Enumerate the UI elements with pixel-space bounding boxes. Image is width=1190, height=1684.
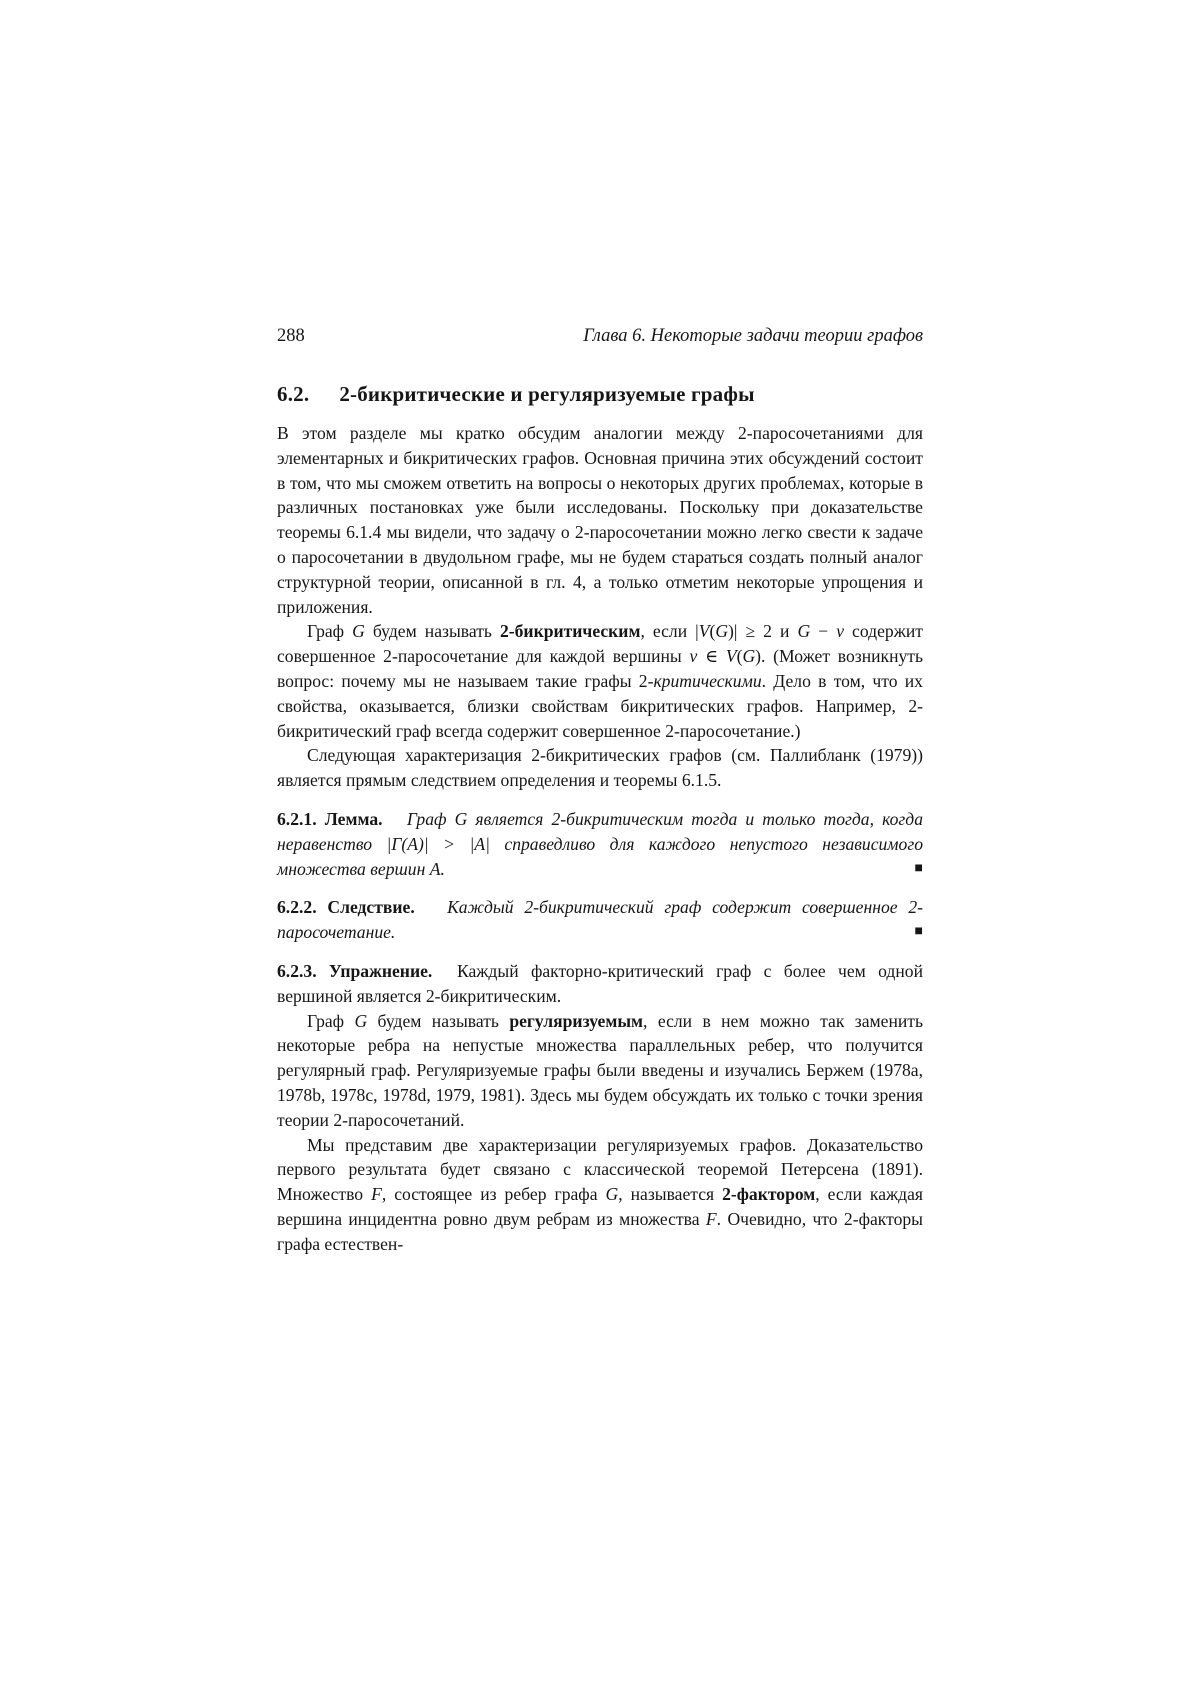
body-text	[277, 421, 923, 1257]
math-var: v	[836, 621, 845, 642]
math-var: G	[352, 621, 365, 642]
definition-bicritical-paragraph	[277, 619, 923, 743]
math-var: v	[689, 646, 698, 667]
intro-paragraph: В этом разделе мы кратко обсудим аналогии между 2-паросочетаниями для элементарных и бикритических графов. Основная причина этих обсуждений состоит в том, что мы сможем ответить на вопросы о некоторых других проблемах, которые в различных постановках уже были исследованы. Поскольку при доказательстве теоремы 6.1.4 мы видели, что задачу о 2-паросочетании можно легко свести к задаче о паросочетании в двудольном графе, мы не будем стараться создать полный аналог структурной теории, описанной в гл. 4, а только отметим некоторые упрощения и приложения.	[277, 423, 923, 617]
text-run: (	[709, 621, 716, 642]
text-run: Граф	[307, 1010, 355, 1031]
math-var: V	[698, 621, 710, 642]
lemma-label: 6.2.1. Лемма.	[277, 808, 383, 829]
math-var: F	[705, 1208, 717, 1229]
exercise-block	[277, 959, 923, 1009]
characterization-paragraph: Следующая характеризация 2-бикритических графов (см. Паллибланк (1979)) является прямым следствием определения и теоремы 6.1.5.	[277, 745, 923, 791]
text-run: Мы представим две характеризации регуляризуемых графов. Доказательство первого результата будет связано с классической теоремой Петерсена (1891). Множество	[277, 1134, 923, 1205]
qed-square-icon: ■	[914, 860, 923, 876]
two-factor-paragraph	[277, 1133, 923, 1257]
text-run: )| ≥ 2 и	[728, 621, 798, 642]
text-run: , если каждая вершина инцидентна ровно двум ребрам из множества	[277, 1184, 924, 1229]
math-var: G	[715, 621, 729, 642]
text-run: (	[736, 646, 743, 667]
section-heading	[277, 382, 923, 407]
text-run: , если |	[640, 621, 699, 642]
corollary-label: 6.2.2. Следствие.	[277, 897, 415, 918]
running-header	[277, 326, 923, 356]
defined-term: 2-фактором	[722, 1184, 816, 1205]
qed-square-icon: ■	[914, 924, 923, 940]
math-var: G	[354, 1010, 368, 1031]
text-run: , состоящее из ребер графа	[381, 1184, 606, 1205]
text-run: Граф	[307, 621, 353, 642]
running-title: Глава 6. Некоторые задачи теории графов	[583, 326, 923, 346]
lemma-text: Граф G является 2-бикритическим тогда и только тогда, когда неравенство |Γ(A)| > |A| справедливо для каждого непустого независимого множества вершин A.	[277, 808, 923, 879]
text-run: , если в нем можно так заменить некоторые ребра на непустые множества параллельных ребер, что получится регулярный граф. Регуляризуемые графы были введены и изучались Бержем (1978a, 1978b, 1978c, 1978d, 1979, 1981). Здесь мы будем обсуждать их только с точки зрения теории 2-паросочетаний.	[277, 1010, 923, 1130]
math-var: F	[371, 1184, 382, 1205]
page-number: 288	[277, 326, 305, 346]
text-run: ∈	[697, 646, 726, 667]
defined-term: регуляризуемым	[509, 1010, 644, 1031]
book-page	[277, 326, 923, 1257]
defined-term: 2-бикритическим	[499, 621, 641, 642]
exercise-text: Каждый факторно-критический граф с более чем одной вершиной является 2-бикритическим.	[277, 960, 924, 1006]
text-run: будем называть	[367, 1010, 510, 1031]
corollary-text: Каждый 2-бикритический граф содержит совершенное 2-паросочетание.	[277, 897, 923, 943]
text-run: −	[810, 621, 837, 642]
text-run: содержит совершенное 2-паросочетание для каждой вершины	[277, 621, 923, 667]
text-run: . Дело в том, что их свойства, оказывается, близки свойствам бикритических графов. Например, 2-бикритический граф всегда содержит совершенное 2-паросочетание.)	[277, 670, 923, 741]
text-run: . Очевидно, что 2-факторы графа естествен-	[277, 1208, 923, 1254]
math-var: G	[797, 621, 811, 642]
emphasized-term: критическими	[653, 670, 762, 691]
text-run: будем называть	[364, 621, 500, 642]
section-number: 6.2.	[277, 382, 310, 406]
exercise-label: 6.2.3. Упражнение.	[277, 960, 433, 981]
definition-regularizable-paragraph	[277, 1009, 923, 1133]
section-title: 2-бикритические и регуляризуемые графы	[339, 382, 755, 406]
lemma-block	[277, 807, 923, 881]
text-run: ). (Может возникнуть вопрос: почему мы не называем такие графы 2-	[277, 646, 923, 691]
math-var: V	[725, 646, 737, 667]
text-run: , называется	[618, 1184, 723, 1205]
math-var: G	[605, 1184, 619, 1205]
math-var: G	[742, 646, 756, 667]
corollary-block	[277, 895, 923, 945]
